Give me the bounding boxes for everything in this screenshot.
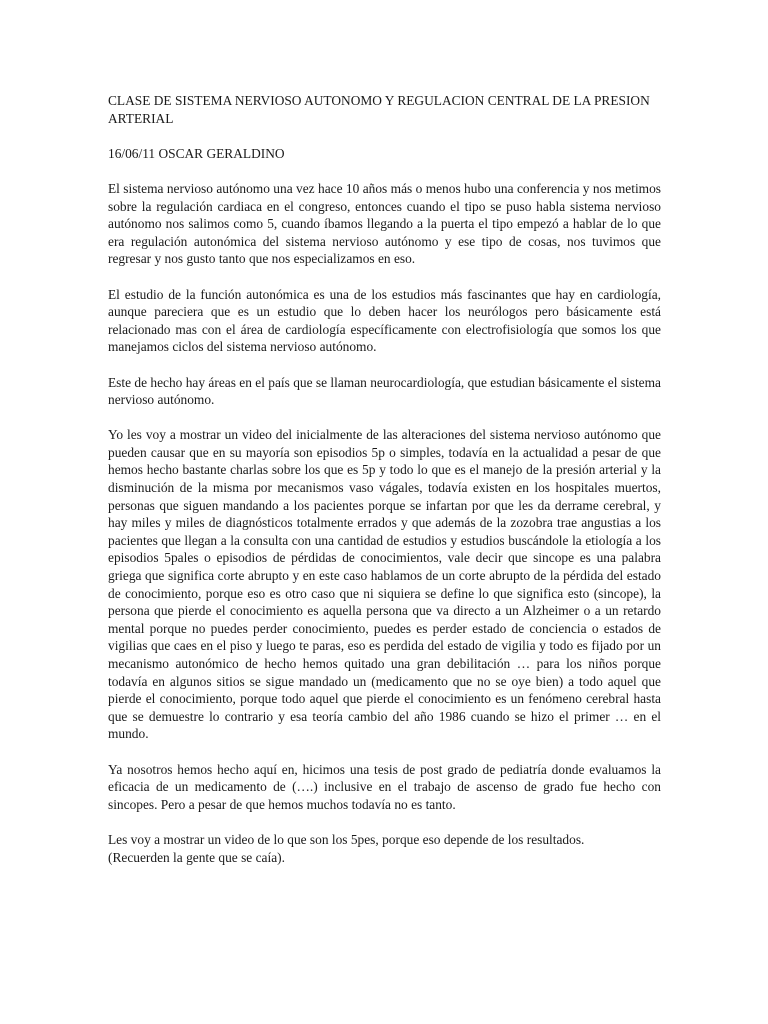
closing-line-1: Les voy a mostrar un video de lo que son los 5pes, porque eso depende de los resultados. xyxy=(108,831,585,847)
document-title: CLASE DE SISTEMA NERVIOSO AUTONOMO Y REGULACION CENTRAL DE LA PRESION ARTERIAL xyxy=(108,93,650,126)
closing-line-2: (Recuerden la gente que se caía). xyxy=(108,849,285,865)
document-dateline: 16/06/11 OSCAR GERALDINO xyxy=(108,145,285,161)
paragraph-5: Ya nosotros hemos hecho aquí en, hicimos una tesis de post grado de pediatría donde evaluamos la eficacia de un medicamento de (….) inclusive en el trabajo de ascenso de grado fue hecho con sincopes. Pero a pesar de que hemos muchos todavía no es tanto. xyxy=(108,761,661,812)
paragraph-4: Yo les voy a mostrar un video del inicialmente de las alteraciones del sistema nervioso autónomo que pueden causar que en su mayoría son episodios 5p o simples, todavía en la actualidad a pesar de que hemos hecho bastante charlas sobre los que es 5p y todo lo que es el manejo de la presión arterial y la disminución de la misma por mecanismos vaso vágales, todavía existen en los hospitales muertos, personas que siguen mandando a los pacientes porque se infartan por que les da derrame cerebral, y hay miles y miles de diagnósticos totalmente errados y que además de la zozobra trae angustias a los pacientes que llegan a la consulta con una cantidad de estudios y estudios buscándole la etiología a los episodios 5pales o episodios de pérdidas de conocimientos, vale decir que sincope es una palabra griega que significa corte abrupto y en este caso hablamos de un corte abrupto de la pérdida del estado de conocimiento, porque eso es otro caso que ni siquiera se define lo que significa esto (sincope), la persona que pierde el conocimiento es aquella persona que va directo a un Alzheimer o a un retardo mental porque no puedes perder conocimiento, puedes es perder estado de conciencia o estados de vigilias que caes en el piso y luego te paras, eso es perdida del estado de vigilia y todo es fijado por un mecanismo autonómico de hecho hemos quitado una gran debilitación … para los niños porque todavía en algunos sitios se sigue mandado un (medicamento que no se oye bien) a todo aquel que pierde el conocimiento, porque todo aquel que pierde el conocimiento es un fenómeno cerebral hasta que se demuestre lo contrario y esa teoría cambio del año 1986 cuando se hizo el primer … en el mundo. xyxy=(108,427,661,742)
closing-paragraph xyxy=(108,831,661,866)
paragraph-1: El sistema nervioso autónomo una vez hace 10 años más o menos hubo una conferencia y nos metimos sobre la regulación cardiaca en el congreso, entonces cuando el tipo se puso habla sistema nervioso autónomo nos salimos como 5, cuando íbamos llegando a la puerta el tipo empezó a hablar de lo que era regulación autonómica del sistema nervioso autónomo y ese tipo de cosas, nos tuvimos que regresar y nos gusto tanto que nos especializamos en eso. xyxy=(108,180,661,267)
document-page xyxy=(108,92,661,866)
paragraph-2: El estudio de la función autonómica es una de los estudios más fascinantes que hay en cardiología, aunque pareciera que es un estudio que lo deben hacer los neurólogos pero básicamente está relacionado mas con el área de cardiología específicamente con electrofisiología que somos los que manejamos ciclos del sistema nervioso autónomo. xyxy=(108,286,661,355)
paragraph-3: Este de hecho hay áreas en el país que se llaman neurocardiología, que estudian básicamente el sistema nervioso autónomo. xyxy=(108,374,661,408)
